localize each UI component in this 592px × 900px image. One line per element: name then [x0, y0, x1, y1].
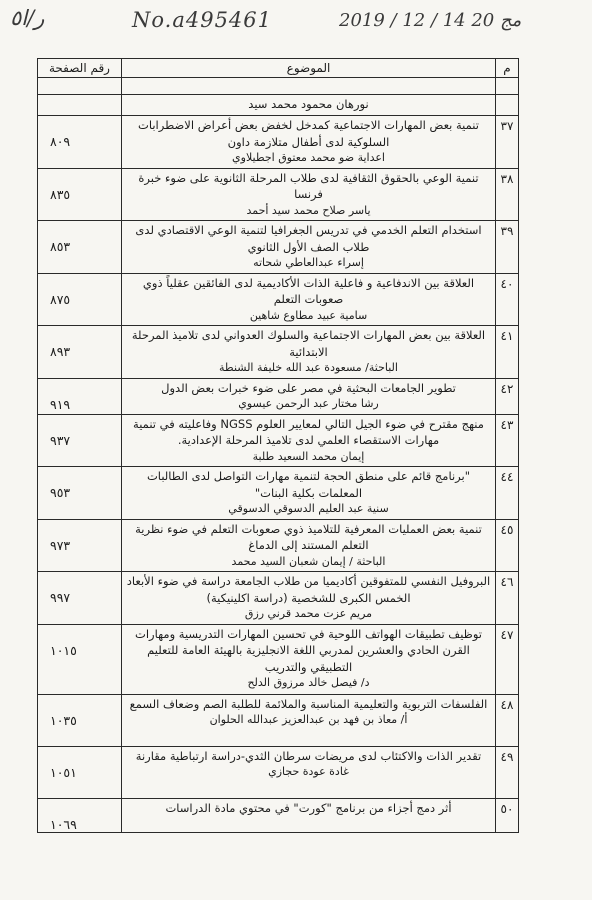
entry-title: استخدام التعلم الخدمي في تدريس الجغرافيا لتنمية الوعي الاقتصادي لدى طلاب الصف الأول الثانوي: [135, 223, 482, 254]
entry-number: ٤٨: [496, 694, 519, 746]
entry-number: ٣٧: [496, 116, 519, 169]
entry-page: ٨٧٥: [38, 273, 122, 326]
entry-topic: [122, 273, 496, 326]
entry-number: ٤٩: [496, 746, 519, 798]
entry-page: ٩٣٧: [38, 414, 122, 467]
entry-title: تنمية بعض المهارات الاجتماعية كمدخل لخفض بعض أعراض الاضطرابات السلوكية لدى أطفال متلازمة داون: [138, 118, 479, 149]
entry-page: ٨٩٣: [38, 326, 122, 379]
handwritten-date: 2019 / 12 / 14 مج 20: [339, 10, 522, 31]
entry-author: ياسر صلاح محمد سيد أحمد: [246, 203, 371, 217]
entry-number: ٤١: [496, 326, 519, 379]
entry-title: العلاقة بين الاندفاعية و فاعلية الذات الأكاديمية لدى الفائقين عقلياً ذوي صعوبات التعلم: [142, 275, 475, 306]
entry-topic: [122, 694, 496, 746]
entry-page: ١٠٣٥: [38, 694, 122, 746]
continued-author: نورهان محمود محمد سيد: [122, 95, 496, 116]
entry-title: توظيف تطبيقات الهواتف اللوحية في تحسين المهارات التدريسية ومهارات القرن الحادي والعشرين لمدربي اللغة الانجليزية بالهيئة العامة للتعليم التطبيقي والتدريب: [135, 626, 482, 674]
contents-table: [37, 58, 519, 833]
entry-author: رشا مختار عبد الرحمن عيسوي: [238, 397, 379, 410]
entry-author: الباحثة / إيمان شعبان السيد محمد: [231, 554, 386, 568]
entry-page: ١٠١٥: [38, 624, 122, 694]
entry-page: ١٠٥١: [38, 746, 122, 798]
header-page: رقم الصفحة: [38, 59, 122, 78]
entry-title: تنمية الوعي بالحقوق الثقافية لدى طلاب المرحلة الثانوية على ضوء خبرة فرنسا: [138, 170, 479, 201]
entry-author: سامية عبيد مطاوع شاهين: [249, 308, 368, 322]
entry-title: منهج مقترح في ضوء الجيل التالي لمعايير العلوم NGSS وفاعليته في تنمية مهارات الاستقصاء العلمي لدى تلاميذ المرحلة الإعدادية.: [133, 416, 484, 447]
entry-title: "برنامج قائم على منطق الحجة لتنمية مهارات التواصل لدى الطالبات المعلمات بكلية البنات": [146, 469, 471, 500]
header-topic: الموضوع: [122, 59, 496, 78]
entry-page: ٨٣٥: [38, 168, 122, 221]
table-row: [38, 221, 519, 274]
table-row: [38, 746, 519, 798]
entry-author: إسراء عبدالعاطي شحاته: [253, 256, 364, 269]
entry-title: الفلسفات التربوية والتعليمية المناسبة والملائمة للطلبة الصم وضعاف السمع: [129, 696, 488, 711]
entry-topic: [122, 798, 496, 832]
handwritten-annotations: [0, 6, 592, 56]
entry-topic: [122, 168, 496, 221]
handwritten-code: No.a495461: [132, 8, 273, 32]
entry-title: تقدير الذات والاكتئاب لدى مريضات سرطان الثدي-دراسة ارتباطية مقارنة: [135, 748, 482, 763]
entry-topic: [122, 221, 496, 274]
entry-topic: [122, 378, 496, 414]
entry-title: العلاقة بين بعض المهارات الاجتماعية والسلوك العدواني لدى تلاميذ المرحلة الابتدائية: [131, 328, 486, 359]
table-header-row: [38, 59, 519, 78]
entry-number: ٤٦: [496, 572, 519, 625]
table-row-blank: [38, 78, 519, 95]
entry-page: ٩١٩: [38, 378, 122, 414]
table-row: [38, 378, 519, 414]
table-row-continued: [38, 95, 519, 116]
entry-page: ٨٠٩: [38, 116, 122, 169]
entry-number: ٤٤: [496, 467, 519, 520]
entry-number: ٤٠: [496, 273, 519, 326]
entry-number: ٤٢: [496, 378, 519, 414]
table-row: [38, 572, 519, 625]
entry-number: ٣٨: [496, 168, 519, 221]
entry-author: أ/ معاذ بن فهد بن عبدالعزيز عبدالله الحلوان: [209, 713, 408, 726]
entry-topic: [122, 467, 496, 520]
entry-number: ٥٠: [496, 798, 519, 832]
table-row: [38, 798, 519, 832]
entry-author: غادة عودة حجازي: [268, 765, 349, 778]
entry-number: ٤٧: [496, 624, 519, 694]
entry-page: ٨٥٣: [38, 221, 122, 274]
entry-title: تطوير الجامعات البحثية في مصر على ضوء خبرات بعض الدول: [161, 380, 456, 395]
entry-topic: [122, 326, 496, 379]
table-row: [38, 273, 519, 326]
table-row: [38, 467, 519, 520]
entry-topic: [122, 116, 496, 169]
entry-topic: [122, 624, 496, 694]
entry-title: تنمية بعض العمليات المعرفية للتلاميذ ذوي صعوبات التعلم في ضوء نظرية التعلم المستند إلى الدماغ: [135, 521, 482, 552]
table-row: [38, 624, 519, 694]
entry-topic: [122, 746, 496, 798]
table-row: [38, 116, 519, 169]
entry-number: ٤٥: [496, 519, 519, 572]
entry-topic: [122, 572, 496, 625]
table-row: [38, 414, 519, 467]
table-row: [38, 326, 519, 379]
entry-title: أثر دمج أجزاء من برنامج "كورت" في محتوي مادة الدراسات: [165, 800, 452, 815]
header-num: م: [496, 59, 519, 78]
entry-author: إيمان محمد السعيد طلبة: [252, 449, 365, 463]
handwritten-page-mark: ر/ا٥: [10, 6, 45, 30]
entry-topic: [122, 414, 496, 467]
entry-author: الباحثة/ مسعودة عبد الله خليفة الشنطة: [219, 361, 398, 374]
table-row: [38, 519, 519, 572]
entry-author: اعداية ضو محمد معتوق اجطيلاوي: [232, 151, 385, 164]
entry-number: ٤٣: [496, 414, 519, 467]
entry-page: ١٠٦٩: [38, 798, 122, 832]
entry-number: ٣٩: [496, 221, 519, 274]
entry-author: سنية عبد العليم الدسوقي الدسوقي: [228, 502, 389, 515]
entry-author: د/ فيصل خالد مرزوق الدلح: [247, 676, 370, 689]
entry-topic: [122, 519, 496, 572]
entry-author: مريم عزت محمد قرني رزق: [244, 607, 373, 620]
table-row: [38, 168, 519, 221]
table-body: [38, 78, 519, 833]
entry-title: البروفيل النفسي للمتفوقين أكاديميا من طلاب الجامعة دراسة في ضوء الأبعاد الخمس الكبرى للشخصية (دراسة اكلينيكية): [126, 574, 491, 605]
entry-page: ٩٩٧: [38, 572, 122, 625]
table-row: [38, 694, 519, 746]
entry-page: ٩٧٣: [38, 519, 122, 572]
entry-page: ٩٥٣: [38, 467, 122, 520]
